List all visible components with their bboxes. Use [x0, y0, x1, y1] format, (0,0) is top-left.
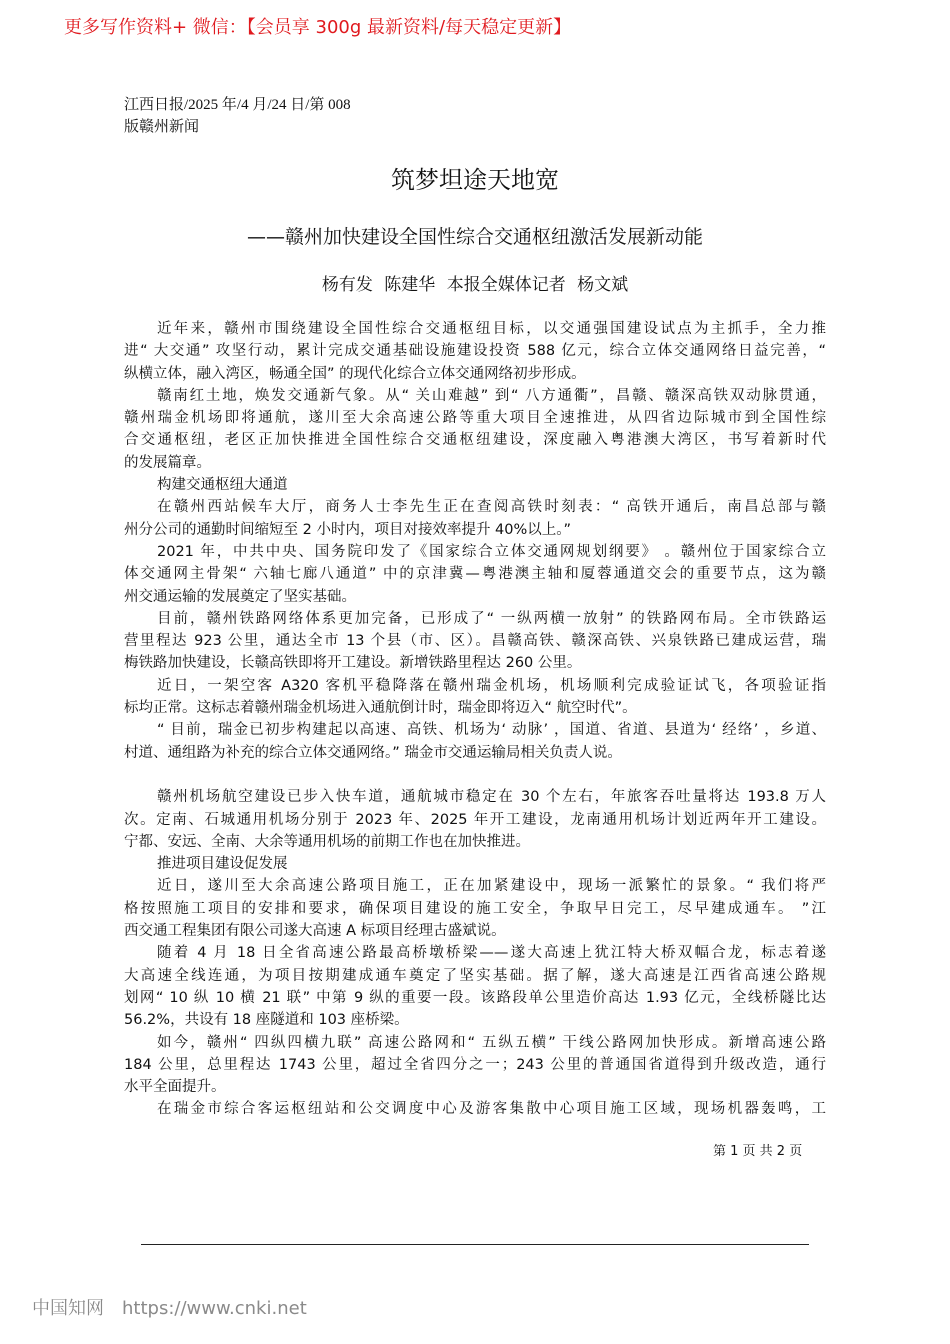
footer-brand: 中国知网 — [32, 1298, 104, 1319]
paragraph-line: 体交通网主骨架“ 六轴七廊八通道” 中的京津冀—粤港澳主轴和厦蓉通道交会的重要节点，这为赣 — [124, 566, 826, 583]
footer — [32, 1294, 325, 1320]
paragraph-line: 赣州机场航空建设已步入快车道，通航城市稳定在 30 个左右，年旅客吞吐量将达 193.8 万人 — [157, 789, 826, 806]
paragraph-line: 近日，遂川至大余高速公路项目施工，正在加紧建设中，现场一派繁忙的景象。“ 我们将严 — [157, 878, 826, 895]
paragraph-line: 梅铁路加快建设，长赣高铁即将开工建设。新增铁路里程达 260 公里。 — [124, 655, 582, 672]
article-body — [124, 318, 826, 1121]
paragraph-line: 格按照施工项目的安排和要求，确保项目建设的施工安全，争取早日完工，尽早建成通车。 ”江 — [124, 900, 826, 917]
paragraph-line: 推进项目建设促发展 — [157, 856, 288, 873]
paragraph-line: 184 公里，总里程达 1743 公里，超过全省四分之一；243 公里的普通国省道得到升级改造，通行 — [124, 1056, 826, 1073]
article-authors: 杨有发 陈建华 本报全媒体记者 杨文斌 — [321, 275, 629, 295]
paragraph-line: 在赣州西站候车大厅，商务人士李先生正在查阅高铁时刻表：“ 高铁开通后，南昌总部与赣 — [157, 499, 826, 516]
paragraph — [124, 942, 826, 1031]
paragraph — [124, 675, 826, 720]
paragraph — [124, 318, 826, 385]
source-line-2: 版赣州新闻 — [124, 119, 200, 135]
paragraph-line: 赣南红土地，焕发交通新气象。从“ 关山难越” 到“ 八方通衢”，昌赣、赣深高铁双动脉贯通， — [157, 387, 826, 404]
page-number: 第 1 页 共 2 页 — [713, 1144, 803, 1159]
paragraph-line: 56.2%，共设有 18 座隧道和 103 座桥梁。 — [124, 1012, 409, 1029]
paragraph-line: 西交通工程集团有限公司遂大高速 A 标项目经理古盛斌说。 — [124, 923, 506, 940]
paragraph — [124, 496, 826, 541]
paragraph — [124, 608, 826, 675]
paragraph-line: 水平全面提升。 — [124, 1079, 226, 1096]
paragraph — [124, 719, 826, 786]
paragraph-line: 宁都、安远、全南、大余等通用机场的前期工作也在加快推进。 — [124, 833, 530, 850]
paragraph-line: 进“ 大交通” 攻坚行动，累计完成交通基础设施建设投资 588 亿元，综合立体交通网络日益完善，“ — [124, 343, 826, 360]
paragraph-line: 大高速全线连通，为项目按期建成通车奠定了坚实基础。据了解，遂大高速是江西省高速公路规 — [124, 967, 826, 984]
source-meta — [124, 94, 351, 138]
paragraph-line: 构建交通枢纽大通道 — [157, 477, 288, 494]
paragraph-line: 划网“ 10 纵 10 横 21 联” 中第 9 纵的重要一段。该路段单公里造价高达 1.93 亿元，全线桥隧比达 — [124, 989, 826, 1006]
paragraph — [124, 875, 826, 942]
paragraph — [124, 474, 826, 496]
paragraph-line: 次。定南、石城通用机场分别于 2023 年、2025 年开工建设，龙南通用机场计划近两年开工建设。 — [124, 811, 826, 828]
paragraph-line: 随着 4 月 18 日全省高速公路最高桥墩桥梁——遂大高速上犹江特大桥双幅合龙，标志着遂 — [157, 945, 826, 962]
paragraph-line: 纵横立体，融入湾区，畅通全国” 的现代化综合立体交通网络初步形成。 — [124, 365, 586, 382]
paragraph-line: 标均正常。这标志着赣州瑞金机场进入通航倒计时，瑞金即将迈入“ 航空时代”。 — [124, 700, 637, 717]
paragraph-line: 赣州瑞金机场即将通航，遂川至大余高速公路等重大项目全速推进，从四省边际城市到全国性综 — [124, 410, 826, 427]
paragraph-line: 近日，一架空客 A320 客机平稳降落在赣州瑞金机场，机场顺利完成验证试飞，各项验证指 — [157, 677, 826, 694]
article-subtitle: ——赣州加快建设全国性综合交通枢纽激活发展新动能 — [246, 226, 703, 248]
paragraph-line: 合交通枢纽，老区正加快推进全国性综合交通枢纽建设，深度融入粤港澳大湾区，书写着新时代 — [124, 432, 826, 449]
footer-url[interactable]: https://www.cnki.net — [122, 1298, 307, 1319]
paragraph — [124, 1032, 826, 1099]
paragraph-line: “ 目前，瑞金已初步构建起以高速、高铁、机场为‘ 动脉’ ，国道、省道、县道为‘ 经络’ ，乡道、 — [157, 722, 826, 739]
paragraph — [124, 385, 826, 474]
paragraph — [124, 541, 826, 608]
paragraph — [124, 786, 826, 853]
paragraph-line: 2021 年，中共中央、国务院印发了《国家综合立体交通网规划纲要》 。赣州位于国家综合立 — [157, 543, 826, 560]
promo-banner: 更多写作资料+ 微信：【会员享 300g 最新资料/每天稳定更新】 — [64, 17, 572, 38]
paragraph-line: 近年来，赣州市围绕建设全国性综合交通枢纽目标，以交通强国建设试点为主抓手，全力推 — [157, 321, 826, 337]
paragraph-line: 如今，赣州“ 四纵四横九联” 高速公路网和“ 五纵五横” 干线公路网加快形成。新增高速公路 — [157, 1034, 826, 1051]
source-line-1: 江西日报/2025 年/4 月/24 日/第 008 — [124, 97, 351, 113]
paragraph-line: 营里程达 923 公里，通达全市 13 个县（市、区）。昌赣高铁、赣深高铁、兴泉铁路已建成运营，瑞 — [124, 633, 826, 650]
paragraph — [124, 853, 826, 875]
paragraph-line: 在瑞金市综合客运枢纽站和公交调度中心及游客集散中心项目施工区域，现场机器轰鸣，工 — [157, 1101, 826, 1118]
article-title: 筑梦坦途天地宽 — [391, 166, 559, 194]
paragraph — [124, 1098, 826, 1120]
paragraph-line: 村道、通组路为补充的综合立体交通网络。” 瑞金市交通运输局相关负责人说。 — [124, 744, 622, 761]
paragraph-line: 的发展篇章。 — [124, 454, 211, 471]
paragraph-line: 州分公司的通勤时间缩短至 2 小时内，项目对接效率提升 40%以上。” — [124, 521, 572, 538]
paragraph-line: 州交通运输的发展奠定了坚实基础。 — [124, 588, 356, 605]
paragraph-line: 目前，赣州铁路网络体系更加完备，已形成了“ 一纵两横一放射” 的铁路网布局。全市铁路运 — [157, 610, 826, 627]
footer-divider — [141, 1244, 809, 1245]
blank-line — [124, 764, 826, 786]
